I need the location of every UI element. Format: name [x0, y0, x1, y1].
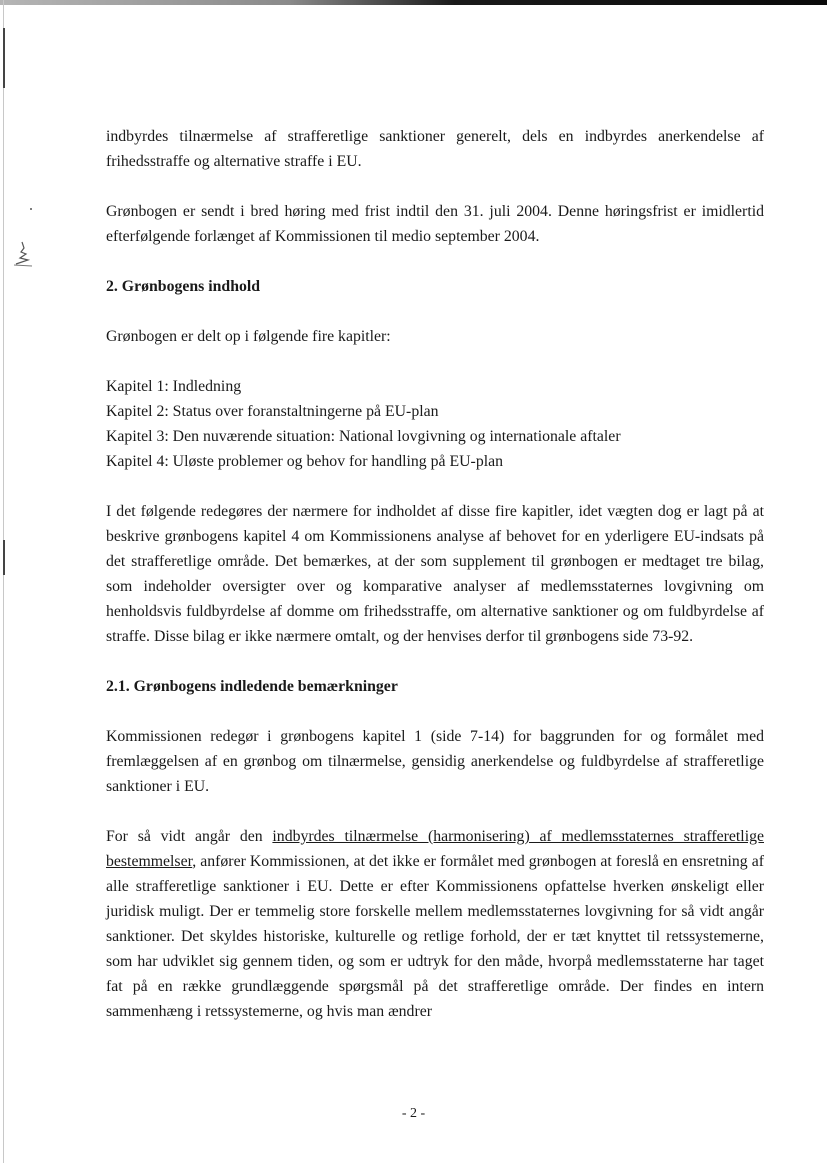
page-number: - 2 -: [401, 1106, 426, 1121]
paragraph-redegoeres: I det følgende redegøres der nærmere for indholdet af disse fire kapitler, idet vægten dog er lagt på at beskrive grønbogens kapitel 4 om Kommissionens analyse af behovet for en yderligere EU-indsats på det strafferetlige område. Det bemærkes, at der som supplement til grønbogen er medtaget tre bilag, som indeholder oversigter over og komparative analyser af medlemsstaternes lovgivning om henholdsvis fuldbyrdelse af domme om frihedsstraffe, om alternative sanktioner og om fuldbyrdelse af straffe. Disse bilag er ikke nærmere omtalt, og der henvises derfor til grønbogens side 73-92.: [106, 503, 764, 645]
paragraph-harmonisering: [106, 824, 764, 1024]
underlined-term: indbyrdes tilnærmelse (harmonisering) af medlemsstaternes strafferetlige bestemmelser: [106, 828, 764, 870]
chapter-item: Kapitel 4: Uløste problemer og behov for handling på EU-plan: [106, 453, 504, 470]
chapter-item: Kapitel 2: Status over foranstaltningerne på EU-plan: [106, 403, 439, 420]
paragraph-hoering: Grønbogen er sendt i bred høring med frist indtil den 31. juli 2004. Denne høringsfrist er imidlertid efterfølgende forlænget af Kommissionen til medio september 2004.: [106, 203, 764, 245]
document-body: [106, 124, 764, 1024]
section-2-heading: 2. Grønbogens indhold: [106, 278, 261, 295]
scan-left-edge: [3, 0, 4, 1163]
paragraph-intro-continuation: indbyrdes tilnærmelse af strafferetlige sanktioner generelt, dels en indbyrdes anerkendelse af frihedsstraffe og alternative straffe i EU.: [106, 128, 764, 170]
chapter-list: [106, 374, 764, 474]
scan-mark: [3, 540, 5, 575]
paragraph-chapters-intro: Grønbogen er delt op i følgende fire kapitler:: [106, 328, 391, 345]
text-run: , anfører Kommissionen, at det ikke er formålet med grønbogen at foreslå en ensretning af alle strafferetlige sanktioner i EU. Dette er efter Kommissionens opfattelse hverken ønskeligt eller juridisk muligt. Der er temmelig store forskelle mellem medlemsstaternes lovgivning for så vidt angår sanktioner. Det skyldes historiske, kulturelle og retlige forhold, der er tæt knyttet til retssystemerne, som har udviklet sig gennem tiden, og som er udtryk for den måde, hvorpå medlemsstaterne har taget fat på en række grundlæggende spørgsmål på det strafferetlige område. Der findes en intern sammenhæng i retssystemerne, og hvis man ændrer: [106, 853, 764, 1020]
scan-speck: [12, 240, 34, 268]
text-run: For så vidt angår den: [106, 828, 273, 845]
scan-speck: [30, 208, 32, 210]
scan-top-edge: [0, 0, 827, 5]
paragraph-kommissionen: Kommissionen redegør i grønbogens kapitel 1 (side 7-14) for baggrunden for og formålet med fremlæggelsen af en grønbog om tilnærmelse, gensidig anerkendelse og fuldbyrdelse af strafferetlige sanktioner i EU.: [106, 728, 764, 795]
scan-mark: [3, 28, 5, 88]
chapter-item: Kapitel 3: Den nuværende situation: National lovgivning og internationale aftaler: [106, 428, 621, 445]
section-2-1-heading: 2.1. Grønbogens indledende bemærkninger: [106, 678, 398, 695]
chapter-item: Kapitel 1: Indledning: [106, 378, 242, 395]
